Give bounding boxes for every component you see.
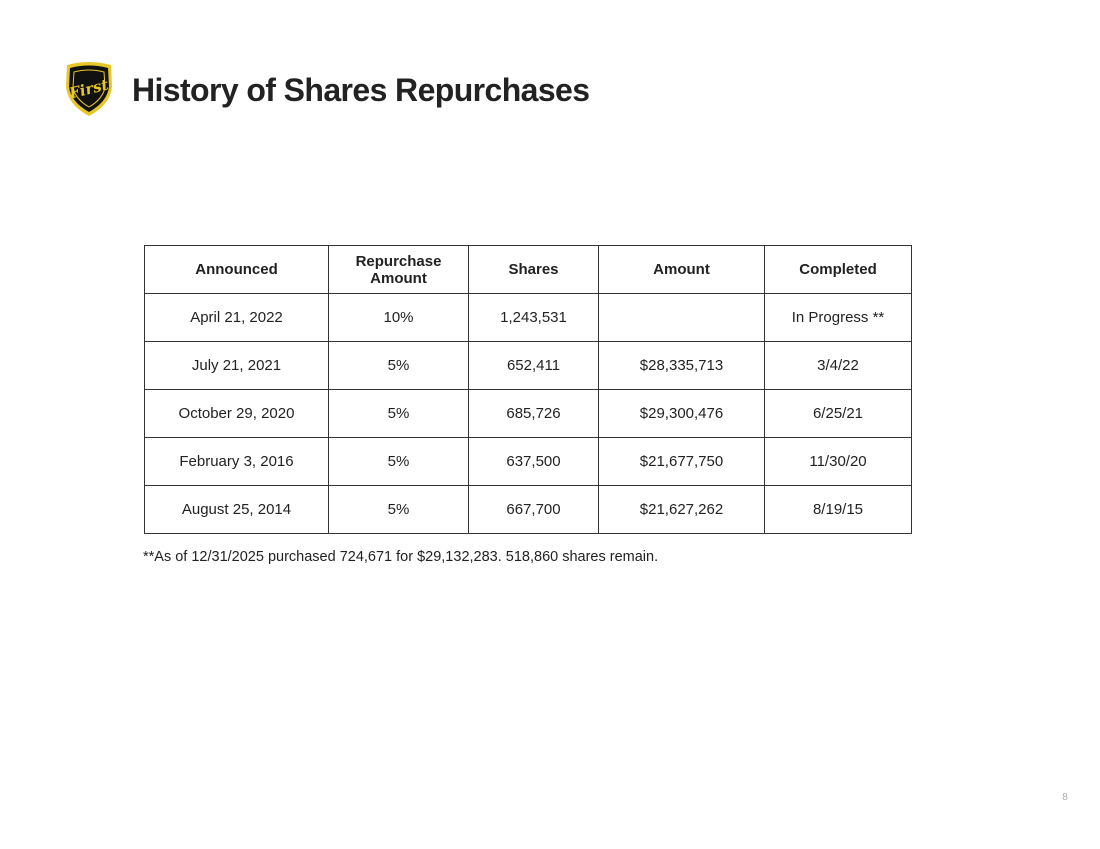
table-row [145,438,912,486]
header-announced: Announced [145,246,329,294]
cell-completed: 6/25/21 [765,390,912,438]
cell-amount: $21,677,750 [599,438,765,486]
cell-announced: April 21, 2022 [145,294,329,342]
cell-announced: February 3, 2016 [145,438,329,486]
header-shares: Shares [469,246,599,294]
cell-announced: October 29, 2020 [145,390,329,438]
cell-announced: August 25, 2014 [145,486,329,534]
cell-announced: July 21, 2021 [145,342,329,390]
table-row [145,342,912,390]
cell-repurchase-amount: 5% [329,342,469,390]
cell-shares: 652,411 [469,342,599,390]
cell-completed: 8/19/15 [765,486,912,534]
cell-repurchase-amount: 10% [329,294,469,342]
table-row [145,294,912,342]
cell-amount: $28,335,713 [599,342,765,390]
cell-repurchase-amount: 5% [329,486,469,534]
page-number: 8 [1062,792,1068,803]
table-header-row [145,246,912,294]
table-row [145,390,912,438]
table-row [145,486,912,534]
cell-repurchase-amount: 5% [329,390,469,438]
svg-text:First: First [67,75,111,103]
cell-completed: 11/30/20 [765,438,912,486]
cell-amount: $21,627,262 [599,486,765,534]
cell-amount [599,294,765,342]
cell-shares: 1,243,531 [469,294,599,342]
cell-completed: In Progress ** [765,294,912,342]
page-title: History of Shares Repurchases [132,72,590,108]
cell-completed: 3/4/22 [765,342,912,390]
header-repurchase-amount: Repurchase Amount [329,246,469,294]
footnote: **As of 12/31/2025 purchased 724,671 for $29,132,283. 518,860 shares remain. [143,549,659,565]
cell-shares: 667,700 [469,486,599,534]
cell-shares: 685,726 [469,390,599,438]
header-completed: Completed [765,246,912,294]
repurchase-history-table [144,245,912,534]
cell-amount: $29,300,476 [599,390,765,438]
cell-shares: 637,500 [469,438,599,486]
cell-repurchase-amount: 5% [329,438,469,486]
header-amount: Amount [599,246,765,294]
first-shield-logo [63,60,115,117]
